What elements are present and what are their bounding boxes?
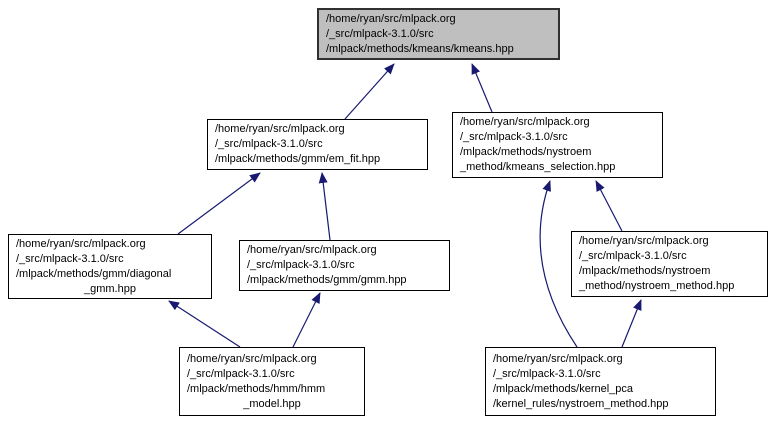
node-label-line: /home/ryan/src/mlpack.org xyxy=(460,116,590,128)
node-label-line: /mlpack/methods/kernel_pca xyxy=(493,382,634,395)
node-label-line: /mlpack/methods/gmm/gmm.hpp xyxy=(247,274,407,286)
node-label-line: _gmm.hpp xyxy=(84,282,136,295)
edge-em-fit-hpp-to-kmeans-hpp xyxy=(345,64,394,119)
node-label-line: _method/nystroem_method.hpp xyxy=(579,280,735,292)
node-label-line: /home/ryan/src/mlpack.org xyxy=(326,12,456,25)
node-label-line: /home/ryan/src/mlpack.org xyxy=(16,237,146,250)
node-label-line: /_src/mlpack-3.1.0/src xyxy=(215,138,323,150)
graph-node-gmm-hpp[interactable] xyxy=(239,240,450,291)
graph-node-diagonal-gmm-hpp[interactable] xyxy=(8,234,212,299)
node-label-line: /home/ryan/src/mlpack.org xyxy=(215,123,345,135)
graph-node-kmeans-selection-hpp[interactable] xyxy=(452,112,663,178)
node-label-line: /_src/mlpack-3.1.0/src xyxy=(326,27,434,40)
node-label-line: /mlpack/methods/gmm/em_fit.hpp xyxy=(215,153,381,165)
edge-nystroem-method-hpp-to-kmeans-selection-hpp xyxy=(596,181,622,231)
node-label-line: /_src/mlpack-3.1.0/src xyxy=(493,367,601,380)
edge-diagonal-gmm-hpp-to-em-fit-hpp xyxy=(178,173,260,234)
graph-node-kernel-pca-nystroem-method-hpp[interactable] xyxy=(485,347,716,416)
node-label-line: /mlpack/methods/nystroem xyxy=(460,146,592,158)
edge-kmeans-selection-hpp-to-kmeans-hpp xyxy=(472,64,492,112)
node-label-line: /mlpack/methods/hmm/hmm xyxy=(187,382,326,395)
node-label-line: /kernel_rules/nystroem_method.hpp xyxy=(493,397,669,410)
node-label-line: /mlpack/methods/nystroem xyxy=(579,265,711,277)
graph-node-em-fit-hpp[interactable] xyxy=(207,119,428,170)
node-label-line: /home/ryan/src/mlpack.org xyxy=(247,244,377,256)
node-label-line: /_src/mlpack-3.1.0/src xyxy=(579,250,687,262)
node-label-line: /mlpack/methods/gmm/diagonal xyxy=(16,267,172,280)
edge-hmm-model-hpp-to-gmm-hpp xyxy=(293,293,320,347)
edge-hmm-model-hpp-to-diagonal-gmm-hpp xyxy=(169,301,240,347)
graph-node-kmeans-hpp[interactable] xyxy=(317,8,560,60)
node-label-line: /_src/mlpack-3.1.0/src xyxy=(247,259,355,271)
node-label-line: /_src/mlpack-3.1.0/src xyxy=(187,367,295,380)
graph-node-nystroem-method-hpp[interactable] xyxy=(571,231,768,297)
node-label-line: /_src/mlpack-3.1.0/src xyxy=(460,131,568,143)
node-label-line: /mlpack/methods/kmeans/kmeans.hpp xyxy=(326,42,514,55)
node-label-line: /home/ryan/src/mlpack.org xyxy=(579,235,709,247)
node-label-line: /home/ryan/src/mlpack.org xyxy=(493,352,623,365)
edge-kernel-pca-nystroem-method-hpp-to-nystroem-method-hpp xyxy=(622,300,641,347)
node-label-line: /_src/mlpack-3.1.0/src xyxy=(16,252,124,265)
edges-group xyxy=(169,64,641,347)
graph-node-hmm-model-hpp[interactable] xyxy=(179,347,365,416)
edge-gmm-hpp-to-em-fit-hpp xyxy=(322,173,330,240)
node-label-line: /home/ryan/src/mlpack.org xyxy=(187,352,317,365)
node-label-line: _method/kmeans_selection.hpp xyxy=(460,161,616,173)
node-label-line: _model.hpp xyxy=(243,397,301,410)
